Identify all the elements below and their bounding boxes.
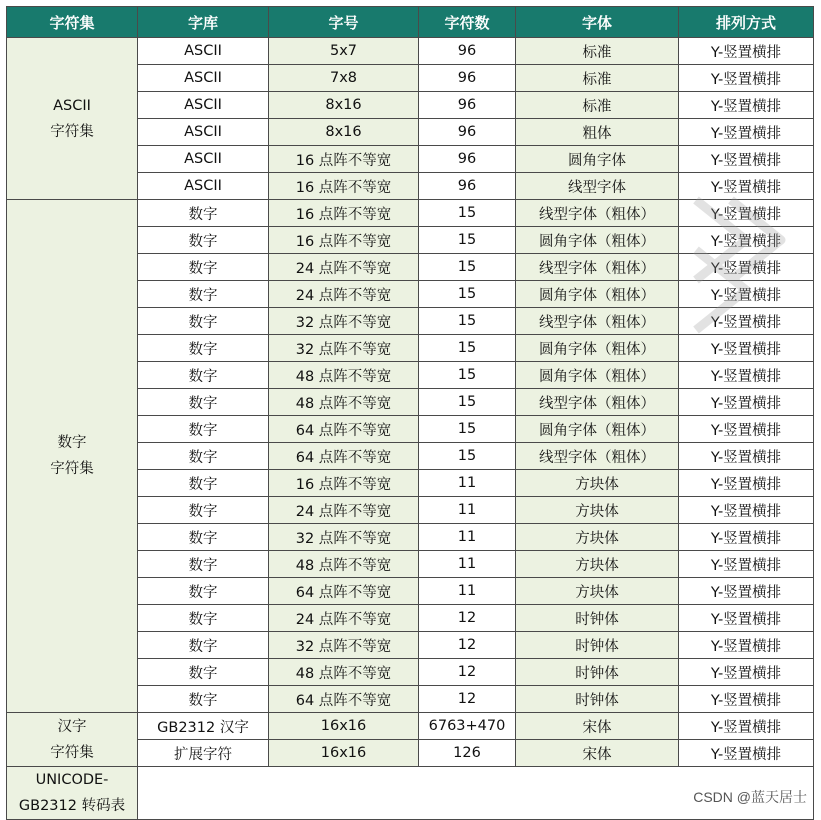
table-cell: 32 点阵不等宽 <box>269 632 419 659</box>
table-cell: 48 点阵不等宽 <box>269 551 419 578</box>
table-cell: 数字 <box>138 551 269 578</box>
table-cell: 15 <box>419 200 516 227</box>
table-cell: Y-竖置横排 <box>679 659 814 686</box>
table-cell: ASCII <box>138 65 269 92</box>
table-cell: 线型字体（粗体） <box>516 308 679 335</box>
table-cell: ASCII <box>138 92 269 119</box>
table-cell: Y-竖置横排 <box>679 92 814 119</box>
table-cell: Y-竖置横排 <box>679 578 814 605</box>
table-cell: 线型字体（粗体） <box>516 254 679 281</box>
table-cell: 32 点阵不等宽 <box>269 335 419 362</box>
table-cell: 7x8 <box>269 65 419 92</box>
table-cell: 粗体 <box>516 119 679 146</box>
charset-group-cell <box>7 713 138 767</box>
table-cell: 12 <box>419 605 516 632</box>
table-cell: 数字 <box>138 254 269 281</box>
table-cell: Y-竖置横排 <box>679 713 814 740</box>
charset-group-label: 汉字 <box>57 718 87 735</box>
table-cell: 时钟体 <box>516 686 679 713</box>
table-cell: 标准 <box>516 38 679 65</box>
table-cell: 11 <box>419 524 516 551</box>
table-cell: 圆角字体（粗体） <box>516 227 679 254</box>
table-cell: 16 点阵不等宽 <box>269 146 419 173</box>
charset-group-label: 字符集 <box>50 123 94 140</box>
table-cell: Y-竖置横排 <box>679 416 814 443</box>
table-cell: 圆角字体 <box>516 146 679 173</box>
table-cell: ASCII <box>138 146 269 173</box>
table-cell: 16 点阵不等宽 <box>269 227 419 254</box>
header-row <box>7 7 814 38</box>
column-header: 字符集 <box>7 7 138 38</box>
column-header: 字体 <box>516 7 679 38</box>
table-cell: 宋体 <box>516 713 679 740</box>
table-cell: 12 <box>419 686 516 713</box>
table-cell: 6763+470 <box>419 713 516 740</box>
table-cell: 方块体 <box>516 551 679 578</box>
table-cell: Y-竖置横排 <box>679 389 814 416</box>
table-cell: 数字 <box>138 686 269 713</box>
table-cell: 16x16 <box>269 713 419 740</box>
table-cell: 方块体 <box>516 578 679 605</box>
table-row <box>7 713 814 740</box>
table-cell: 11 <box>419 551 516 578</box>
table-cell: 数字 <box>138 335 269 362</box>
table-cell: 16 点阵不等宽 <box>269 173 419 200</box>
table-cell: Y-竖置横排 <box>679 605 814 632</box>
table-cell: GB2312 汉字 <box>138 713 269 740</box>
table-cell: 宋体 <box>516 740 679 767</box>
table-cell: 方块体 <box>516 470 679 497</box>
table-cell: Y-竖置横排 <box>679 65 814 92</box>
table-cell: ASCII <box>138 119 269 146</box>
table-cell: Y-竖置横排 <box>679 632 814 659</box>
table-cell: 96 <box>419 119 516 146</box>
table-cell: 线型字体（粗体） <box>516 389 679 416</box>
table-cell: 数字 <box>138 416 269 443</box>
table-cell: Y-竖置横排 <box>679 200 814 227</box>
table-cell: 15 <box>419 389 516 416</box>
table-cell: 64 点阵不等宽 <box>269 578 419 605</box>
table-cell: Y-竖置横排 <box>679 551 814 578</box>
table-cell: 64 点阵不等宽 <box>269 416 419 443</box>
table-cell: 32 点阵不等宽 <box>269 308 419 335</box>
table-cell: 数字 <box>138 443 269 470</box>
charset-group-label: 字符集 <box>50 744 94 761</box>
table-cell: 15 <box>419 308 516 335</box>
table-cell: 数字 <box>138 227 269 254</box>
table-cell: 16 点阵不等宽 <box>269 200 419 227</box>
table-cell: 数字 <box>138 524 269 551</box>
charset-group-cell <box>7 38 138 200</box>
table-cell: 15 <box>419 362 516 389</box>
table-cell: 126 <box>419 740 516 767</box>
table-cell: Y-竖置横排 <box>679 173 814 200</box>
table-cell: 圆角字体（粗体） <box>516 362 679 389</box>
table-body <box>7 38 814 820</box>
table-cell: 数字 <box>138 659 269 686</box>
charset-group-cell <box>7 767 138 820</box>
table-cell: 96 <box>419 173 516 200</box>
table-cell: Y-竖置横排 <box>679 740 814 767</box>
table-cell: 96 <box>419 146 516 173</box>
table-cell: Y-竖置横排 <box>679 227 814 254</box>
table-cell: 线型字体 <box>516 173 679 200</box>
table-cell: 数字 <box>138 497 269 524</box>
table-row <box>7 200 814 227</box>
table-cell: 数字 <box>138 362 269 389</box>
table-cell: 标准 <box>516 92 679 119</box>
table-cell: 32 点阵不等宽 <box>269 524 419 551</box>
table-cell: 数字 <box>138 578 269 605</box>
table-cell: Y-竖置横排 <box>679 524 814 551</box>
table-cell: 12 <box>419 632 516 659</box>
table-cell: 64 点阵不等宽 <box>269 443 419 470</box>
table-cell: 48 点阵不等宽 <box>269 389 419 416</box>
table-cell: 96 <box>419 38 516 65</box>
table-cell: 24 点阵不等宽 <box>269 497 419 524</box>
table-cell: 48 点阵不等宽 <box>269 362 419 389</box>
table-cell: Y-竖置横排 <box>679 335 814 362</box>
table-cell: 15 <box>419 281 516 308</box>
table-row <box>7 38 814 65</box>
column-header: 字库 <box>138 7 269 38</box>
table-cell: 96 <box>419 92 516 119</box>
table-cell: 24 点阵不等宽 <box>269 605 419 632</box>
table-cell: 15 <box>419 227 516 254</box>
table-cell: 64 点阵不等宽 <box>269 686 419 713</box>
table-cell: Y-竖置横排 <box>679 281 814 308</box>
table-cell: 线型字体（粗体） <box>516 200 679 227</box>
column-header: 字号 <box>269 7 419 38</box>
table-cell: 11 <box>419 470 516 497</box>
table-cell: 15 <box>419 443 516 470</box>
table-cell: Y-竖置横排 <box>679 38 814 65</box>
table-cell: 标准 <box>516 65 679 92</box>
table-cell: 数字 <box>138 200 269 227</box>
table-cell: 时钟体 <box>516 659 679 686</box>
table-cell: Y-竖置横排 <box>679 254 814 281</box>
table-cell: Y-竖置横排 <box>679 362 814 389</box>
table-cell: Y-竖置横排 <box>679 443 814 470</box>
table-cell: 48 点阵不等宽 <box>269 659 419 686</box>
table-cell: 圆角字体（粗体） <box>516 281 679 308</box>
charset-group-label: GB2312 转码表 <box>18 798 126 814</box>
table-cell: 8x16 <box>269 119 419 146</box>
table-cell: 圆角字体（粗体） <box>516 416 679 443</box>
table-cell: Y-竖置横排 <box>679 470 814 497</box>
table-cell: 数字 <box>138 470 269 497</box>
table-cell: 15 <box>419 254 516 281</box>
table-cell: 时钟体 <box>516 605 679 632</box>
charset-group-label: ASCII <box>53 97 91 114</box>
table-cell: Y-竖置横排 <box>679 146 814 173</box>
charset-group-label: UNICODE- <box>35 772 109 788</box>
table-cell: 扩展字符 <box>138 740 269 767</box>
table-cell: 24 点阵不等宽 <box>269 281 419 308</box>
table-cell: Y-竖置横排 <box>679 686 814 713</box>
table-cell: 方块体 <box>516 524 679 551</box>
table-cell: 圆角字体（粗体） <box>516 335 679 362</box>
charset-group-label: 字符集 <box>50 461 94 477</box>
table-cell: 16 点阵不等宽 <box>269 470 419 497</box>
table-cell: 方块体 <box>516 497 679 524</box>
charset-group-label: 数字 <box>57 435 87 451</box>
font-table <box>6 6 814 820</box>
table-cell: 8x16 <box>269 92 419 119</box>
table-header <box>7 7 814 38</box>
table-cell: 数字 <box>138 389 269 416</box>
table-cell: 数字 <box>138 632 269 659</box>
table-cell: 数字 <box>138 308 269 335</box>
table-cell: 5x7 <box>269 38 419 65</box>
table-cell: 96 <box>419 65 516 92</box>
table-cell: 数字 <box>138 281 269 308</box>
table-cell: 12 <box>419 659 516 686</box>
table-cell: 15 <box>419 416 516 443</box>
column-header: 排列方式 <box>679 7 814 38</box>
table-cell: 16x16 <box>269 740 419 767</box>
charset-group-cell <box>7 200 138 713</box>
table-cell: 11 <box>419 578 516 605</box>
table-cell: Y-竖置横排 <box>679 497 814 524</box>
table-cell: 11 <box>419 497 516 524</box>
footer-credit: CSDN @蓝天居士 <box>693 789 807 805</box>
table-cell: Y-竖置横排 <box>679 119 814 146</box>
table-cell: ASCII <box>138 38 269 65</box>
table-cell: Y-竖置横排 <box>679 308 814 335</box>
table-cell: 时钟体 <box>516 632 679 659</box>
table-cell: 15 <box>419 335 516 362</box>
table-cell: 数字 <box>138 605 269 632</box>
table-cell: 24 点阵不等宽 <box>269 254 419 281</box>
table-cell: 线型字体（粗体） <box>516 443 679 470</box>
table-cell: ASCII <box>138 173 269 200</box>
column-header: 字符数 <box>419 7 516 38</box>
